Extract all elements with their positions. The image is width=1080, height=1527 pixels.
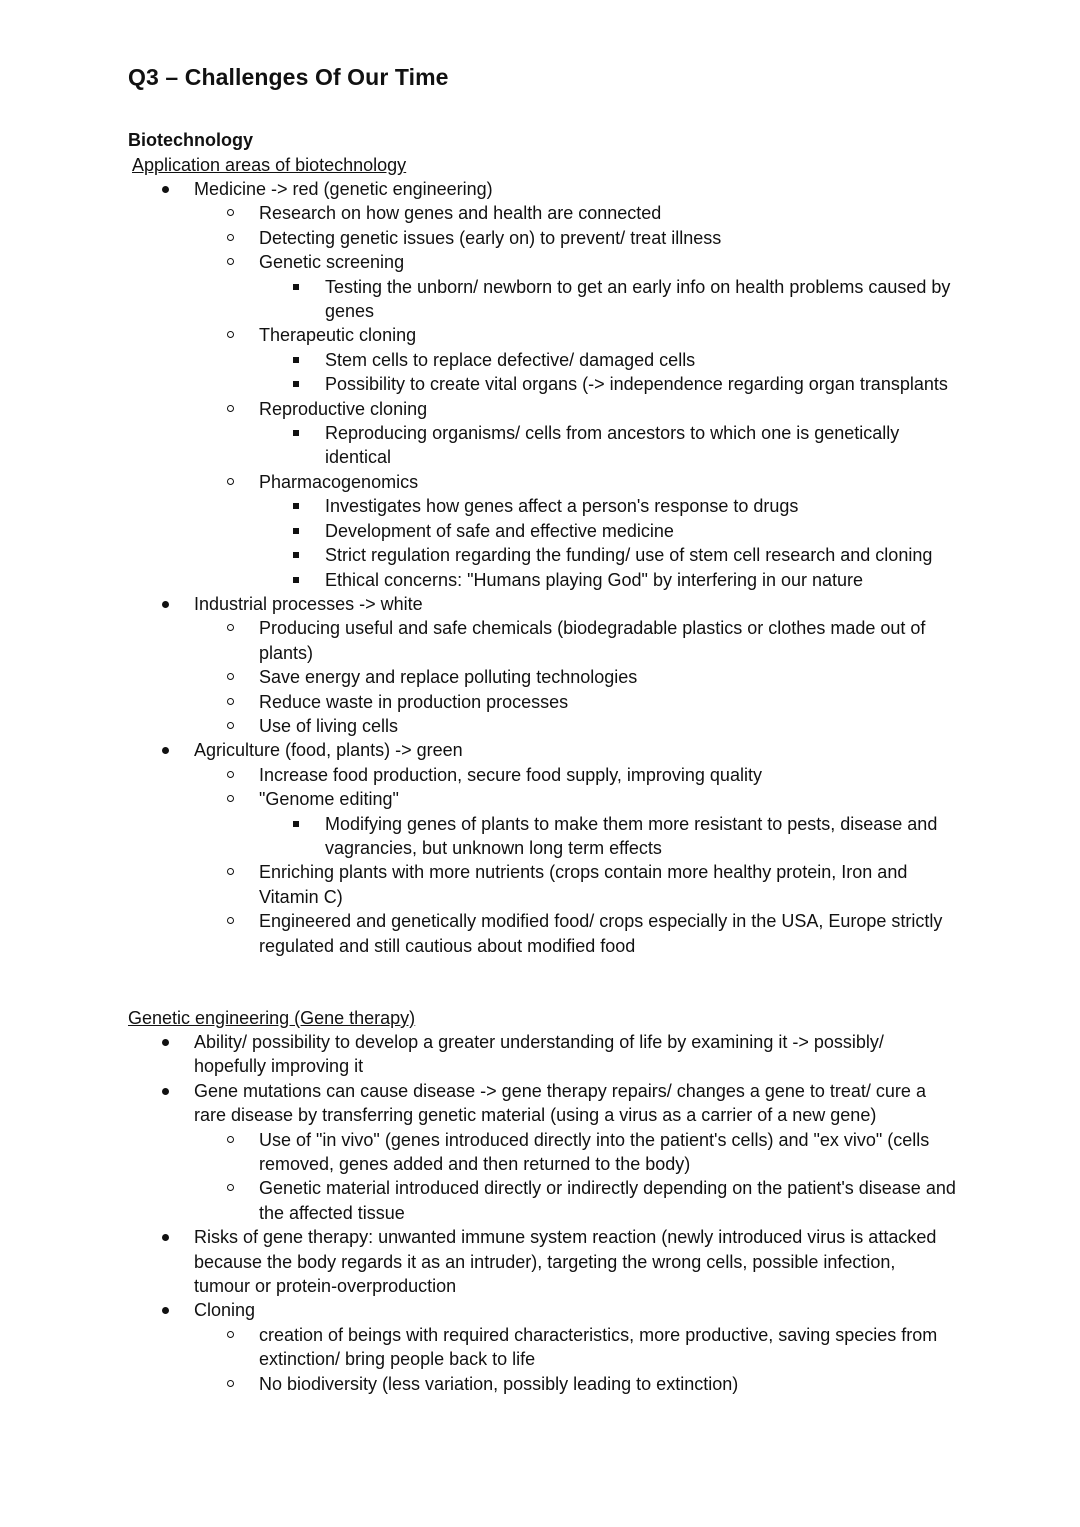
bullet-dot-icon [162,1088,169,1095]
sub-list-item [0,201,959,225]
sub-list-item-text: Save energy and replace polluting technologies [259,667,638,688]
sub-sub-list-item-text: Testing the unborn/ newborn to get an early info on health problems caused by genes [325,276,951,322]
sub-sub-list-item [0,421,957,470]
list-item-text: Industrial processes -> white [194,593,423,614]
circle-bullet-icon [227,722,234,729]
sub-sub-list-item-text: Modifying genes of plants to make them more resistant to pests, disease and vagrancies, but unknown long term effects [325,813,938,858]
sub-list-item-text: Producing useful and safe chemicals (biodegradable plastics or clothes made out of plants) [259,618,926,663]
sub-list-item [0,1128,959,1177]
circle-bullet-icon [227,258,234,265]
sub-list-item-text: Genetic material introduced directly or indirectly depending on the patient's disease and the affected tissue [259,1178,956,1223]
sub-list-item-text: Increase food production, secure food supply, improving quality [259,764,762,785]
sub-sub-list-item-text: Stem cells to replace defective/ damaged cells [325,349,696,370]
circle-bullet-icon [227,771,234,778]
sub-list-item [0,470,959,494]
sub-list-item-text: creation of beings with required characteristics, more productive, saving species from extinction/ bring people back to life [259,1324,938,1370]
circle-bullet-icon [227,1136,234,1143]
bullet-dot-icon [162,186,169,193]
sub-sub-list-item-text: Ethical concerns: "Humans playing God" by interfering in our nature [325,569,864,590]
list-item-text: Cloning [194,1300,256,1321]
sub-list-item [0,860,959,909]
list-item-text: Risks of gene therapy: unwanted immune system reaction (newly introduced virus is attacked because the body regards it as an intruder), targeting the wrong cells, possible infection, tumour or protein-overproduction [194,1227,937,1297]
circle-bullet-icon [227,673,234,680]
sub-list-item [0,714,959,738]
sub-list-item [0,787,959,811]
sub-list-item [0,1323,959,1372]
square-bullet-icon [293,552,299,558]
sub-list-item [0,250,959,274]
circle-bullet-icon [227,795,234,802]
square-bullet-icon [293,381,299,387]
list-item [0,1225,954,1298]
list-item [0,177,954,201]
circle-bullet-icon [227,1331,234,1338]
sub-sub-list-item [0,568,957,592]
sub-list-item-text: Enriching plants with more nutrients (crops contain more healthy protein, Iron and Vitamin C) [259,862,908,907]
circle-bullet-icon [227,868,234,875]
list-item-text: Ability/ possibility to develop a greater understanding of life by examining it -> possibly/ hopefully improving it [194,1032,884,1077]
list-item-text: Medicine -> red (genetic engineering) [194,179,493,199]
sub-sub-list-item-text: Investigates how genes affect a person's response to drugs [325,496,799,517]
sub-sub-list-item [0,372,957,396]
square-bullet-icon [293,528,299,534]
bullet-list-2 [0,1030,1080,1396]
list-item [0,1298,954,1322]
list-item-text: Gene mutations can cause disease -> gene therapy repairs/ changes a gene to treat/ cure a rare disease by transferring genetic material (using a virus as a carrier of a new gene) [194,1080,926,1126]
square-bullet-icon [293,577,299,583]
square-bullet-icon [293,357,299,363]
bullet-dot-icon [162,1234,169,1241]
list-item [0,1030,954,1079]
list-item [0,592,954,616]
section-subheading: Application areas of biotechnology [132,155,407,175]
circle-bullet-icon [227,1184,234,1191]
sub-list-item-text: Genetic screening [259,252,405,273]
sub-list-item-text: Detecting genetic issues (early on) to prevent/ treat illness [259,227,722,248]
sub-list-item-text: Engineered and genetically modified food/ crops especially in the USA, Europe strictly regulated and still cautious about modified food [259,911,943,956]
sub-sub-list-item [0,543,957,567]
bullet-list [0,177,1080,958]
sub-list-item [0,690,959,714]
circle-bullet-icon [227,234,234,241]
sub-list-item-text: Research on how genes and health are connected [259,203,662,224]
sub-sub-list-item [0,494,957,518]
sub-list-item-text: Use of living cells [259,715,399,736]
circle-bullet-icon [227,209,234,216]
page-title: Q3 – Challenges Of Our Time [128,64,449,90]
sub-sub-list-item [0,348,957,372]
sub-list-item-text: No biodiversity (less variation, possibly leading to extinction) [259,1373,739,1394]
section-heading: Biotechnology [128,130,253,150]
sub-list-item-text: Use of "in vivo" (genes introduced directly into the patient's cells) and "ex vivo" (cells removed, genes added and then returned to the body) [259,1129,930,1175]
sub-sub-list-item-text: Strict regulation regarding the funding/ use of stem cell research and cloning [325,545,933,566]
sub-sub-list-item [0,519,957,543]
list-item [0,1079,954,1128]
section-subheading-2: Genetic engineering (Gene therapy) [128,1008,416,1028]
sub-list-item [0,665,959,689]
bullet-dot-icon [162,601,169,608]
circle-bullet-icon [227,478,234,485]
sub-list-item-text: Reduce waste in production processes [259,691,569,712]
square-bullet-icon [293,821,299,827]
bullet-dot-icon [162,1039,169,1046]
sub-sub-list-item [0,275,957,324]
sub-list-item-text: "Genome editing" [259,789,399,810]
list-item [0,738,954,762]
circle-bullet-icon [227,331,234,338]
sub-list-item [0,616,959,665]
sub-sub-list-item-text: Possibility to create vital organs (-> independence regarding organ transplants [325,374,948,395]
bullet-dot-icon [162,747,169,754]
circle-bullet-icon [227,405,234,412]
circle-bullet-icon [227,624,234,631]
circle-bullet-icon [227,917,234,924]
sub-list-item-text: Pharmacogenomics [259,471,419,492]
sub-list-item [0,1372,959,1396]
sub-sub-list-item-text: Reproducing organisms/ cells from ancestors to which one is genetically identical [325,423,900,468]
sub-list-item [0,909,959,958]
circle-bullet-icon [227,1380,234,1387]
sub-list-item-text: Therapeutic cloning [259,325,417,346]
sub-sub-list-item-text: Development of safe and effective medicine [325,520,674,541]
square-bullet-icon [293,430,299,436]
sub-list-item [0,763,959,787]
circle-bullet-icon [227,698,234,705]
sub-sub-list-item [0,812,957,861]
sub-list-item [0,397,959,421]
square-bullet-icon [293,503,299,509]
sub-list-item [0,1176,959,1225]
sub-list-item [0,323,959,347]
square-bullet-icon [293,284,299,290]
bullet-dot-icon [162,1307,169,1314]
sub-list-item-text: Reproductive cloning [259,398,428,419]
list-item-text: Agriculture (food, plants) -> green [194,740,463,761]
sub-list-item [0,226,959,250]
